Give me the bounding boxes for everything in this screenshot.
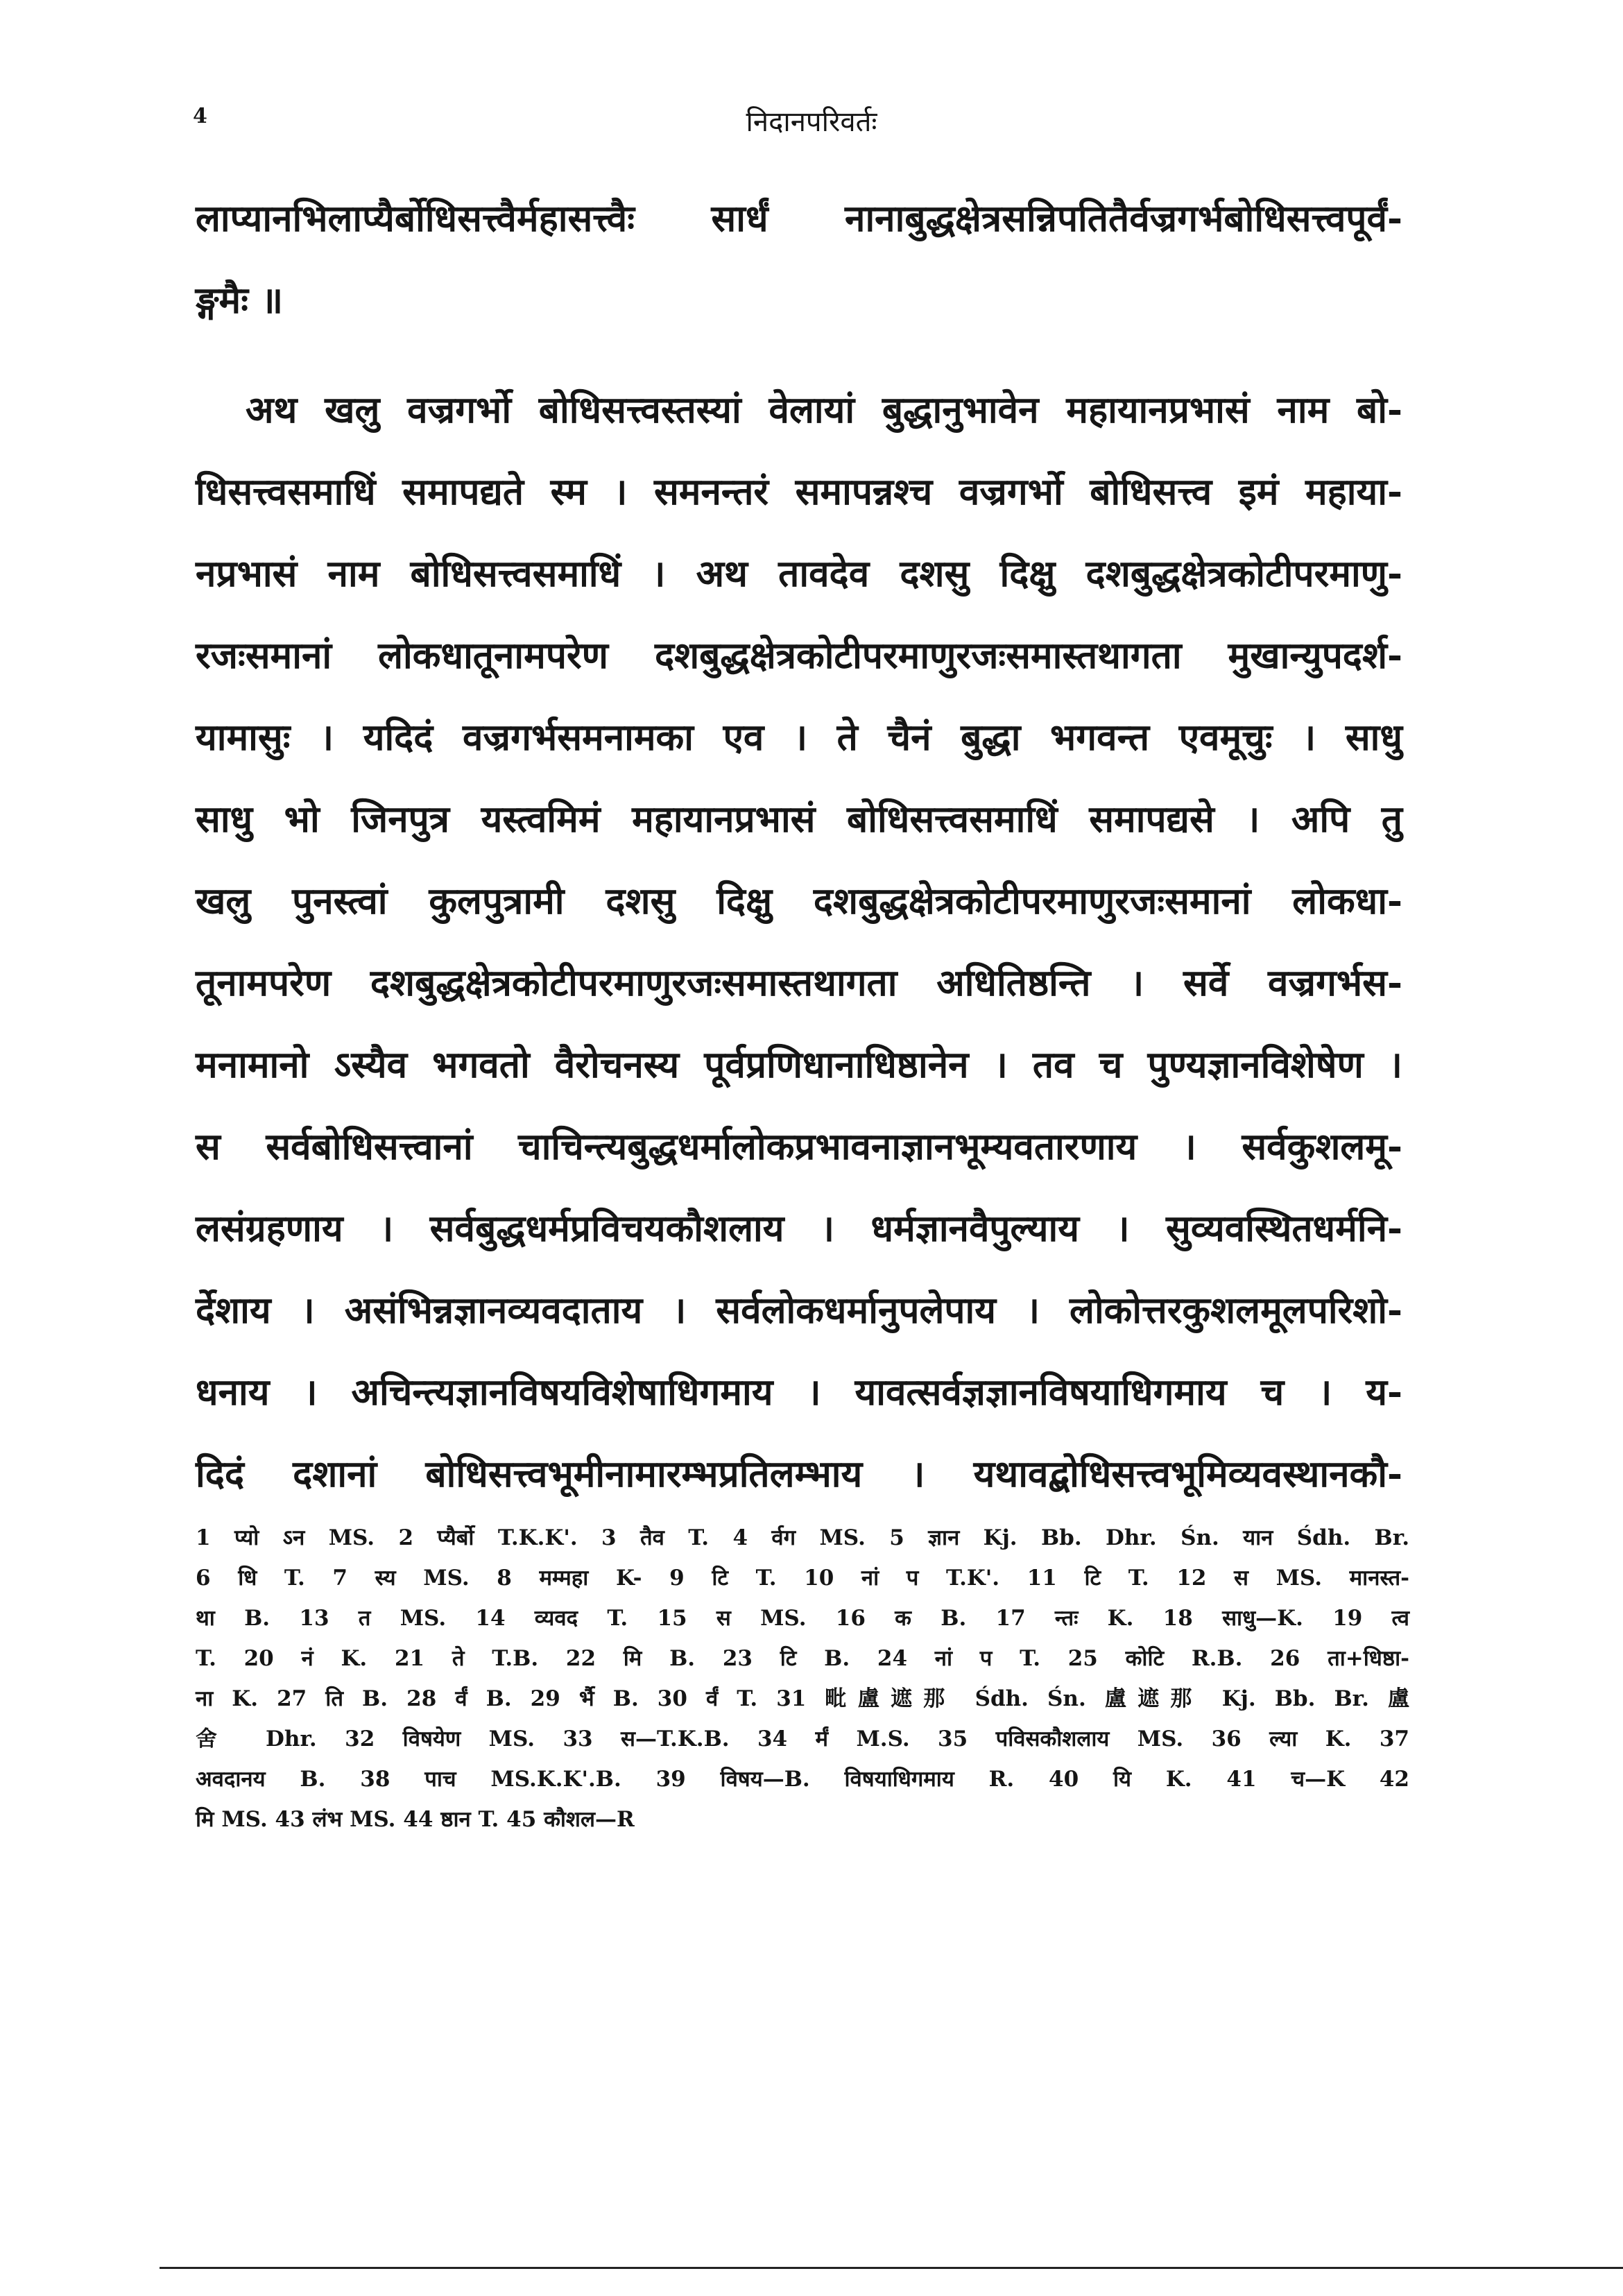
footnote-line: ना K. 27 ति B. 28 र्वं B. 29 र्भै B. 30 र्वं T. 31 毗盧遮那 Śdh. Śn. 盧遮那 Kj. Bb. Br. 盧 (196, 1686, 1409, 1711)
body-line: तूनामपरेण दशबुद्धक्षेत्रकोटीपरमाणुरजःसमास्तथागता अधितिष्ठन्ति । सर्वे वज्रगर्भस- (196, 961, 1402, 1004)
body-line: ङ्गमैः ॥ (196, 279, 284, 322)
running-title: निदानपरिवर्तः (746, 106, 877, 138)
footnotes (196, 1518, 1409, 1840)
body-line: रजःसमानां लोकधातूनामपरेण दशबुद्धक्षेत्रकोटीपरमाणुरजःसमास्तथागता मुखान्युपदर्श- (196, 634, 1402, 677)
body-line: लसंग्रहणाय । सर्वबुद्धधर्मप्रविचयकौशलाय । धर्मज्ञानवैपुल्याय । सुव्यवस्थितधर्मनि- (196, 1207, 1402, 1250)
page-number: 4 (193, 104, 207, 128)
body-line: साधु भो जिनपुत्र यस्त्वमिमं महायानप्रभासं बोधिसत्त्वसमाधिं समापद्यसे । अपि तु (196, 798, 1402, 841)
body-line: र्देशाय । असंभिन्नज्ञानव्यवदाताय । सर्वलोकधर्मानुपलेपाय । लोकोत्तरकुशलमूलपरिशो- (196, 1289, 1402, 1332)
body-line: मनामानो ऽस्यैव भगवतो वैरोचनस्य पूर्वप्रणिधानाधिष्ठानेन । तव च पुण्यज्ञानविशेषेण । (196, 1043, 1402, 1086)
bottom-rule (160, 2267, 1623, 2269)
footnote-line: अवदानय B. 38 पाच MS.K.K'.B. 39 विषय—B. विषयाधिगमाय R. 40 यि K. 41 च—K 42 (196, 1767, 1409, 1792)
body-line: लाप्यानभिलाप्यैर्बोधिसत्त्वैर्महासत्त्वैः सार्धं नानाबुद्धक्षेत्रसन्निपतितैर्वज्रगर्भबोधिसत्त्वपूर्वं- (196, 197, 1402, 240)
body-line: यामासुः । यदिदं वज्रगर्भसमनामका एव । ते चैनं बुद्धा भगवन्त एवमूचुः । साधु (196, 716, 1402, 759)
footnote-line: था B. 13 त MS. 14 व्यवद T. 15 स MS. 16 क B. 17 न्तः K. 18 साधु—K. 19 त्व (196, 1606, 1409, 1631)
body-line: धनाय । अचिन्त्यज्ञानविषयविशेषाधिगमाय । यावत्सर्वज्ञज्ञानविषयाधिगमाय च । य- (196, 1371, 1402, 1414)
footnote-line: 舍 Dhr. 32 विषयेण MS. 33 स—T.K.B. 34 र्मं M.S. 35 पविसकौशलाय MS. 36 ल्या K. 37 (196, 1727, 1409, 1751)
body-line: अथ खलु वज्रगर्भो बोधिसत्त्वस्तस्यां वेलायां बुद्धानुभावेन महायानप्रभासं नाम बो- (246, 388, 1402, 431)
body-line: दिदं दशानां बोधिसत्त्वभूमीनामारम्भप्रतिलम्भाय । यथावद्बोधिसत्त्वभूमिव्यवस्थानकौ- (196, 1453, 1402, 1496)
footnote-line: 6 धि T. 7 स्य MS. 8 मम्महा K- 9 टि T. 10 नां प T.K'. 11 टि T. 12 स MS. मानस्त- (196, 1566, 1409, 1591)
footnote-line: 1 प्यो ऽन MS. 2 प्यैर्बो T.K.K'. 3 तैव T. 4 र्वग MS. 5 ज्ञान Kj. Bb. Dhr. Śn. यान Śdh. Br. (196, 1525, 1409, 1550)
body-line: स सर्वबोधिसत्त्वानां चाचिन्त्यबुद्धधर्मालोकप्रभावनाज्ञानभूम्यवतारणाय । सर्वकुशलमू- (196, 1125, 1402, 1168)
footnote-line: T. 20 नं K. 21 ते T.B. 22 मि B. 23 टि B. 24 नां प T. 25 कोटि R.B. 26 ता+धिष्ठा- (196, 1646, 1409, 1671)
body-line: खलु पुनस्त्वां कुलपुत्रामी दशसु दिक्षु दशबुद्धक्षेत्रकोटीपरमाणुरजःसमानां लोकधा- (196, 880, 1402, 923)
body-line: धिसत्त्वसमाधिं समापद्यते स्म । समनन्तरं समापन्नश्च वज्रगर्भो बोधिसत्त्व इमं महाया- (196, 470, 1402, 513)
body-line: नप्रभासं नाम बोधिसत्त्वसमाधिं । अथ तावदेव दशसु दिक्षु दशबुद्धक्षेत्रकोटीपरमाणु- (196, 552, 1402, 595)
footnote-line: मि MS. 43 लंभ MS. 44 ष्ठान T. 45 कौशल—R (196, 1807, 635, 1832)
body-text (196, 178, 1402, 1515)
